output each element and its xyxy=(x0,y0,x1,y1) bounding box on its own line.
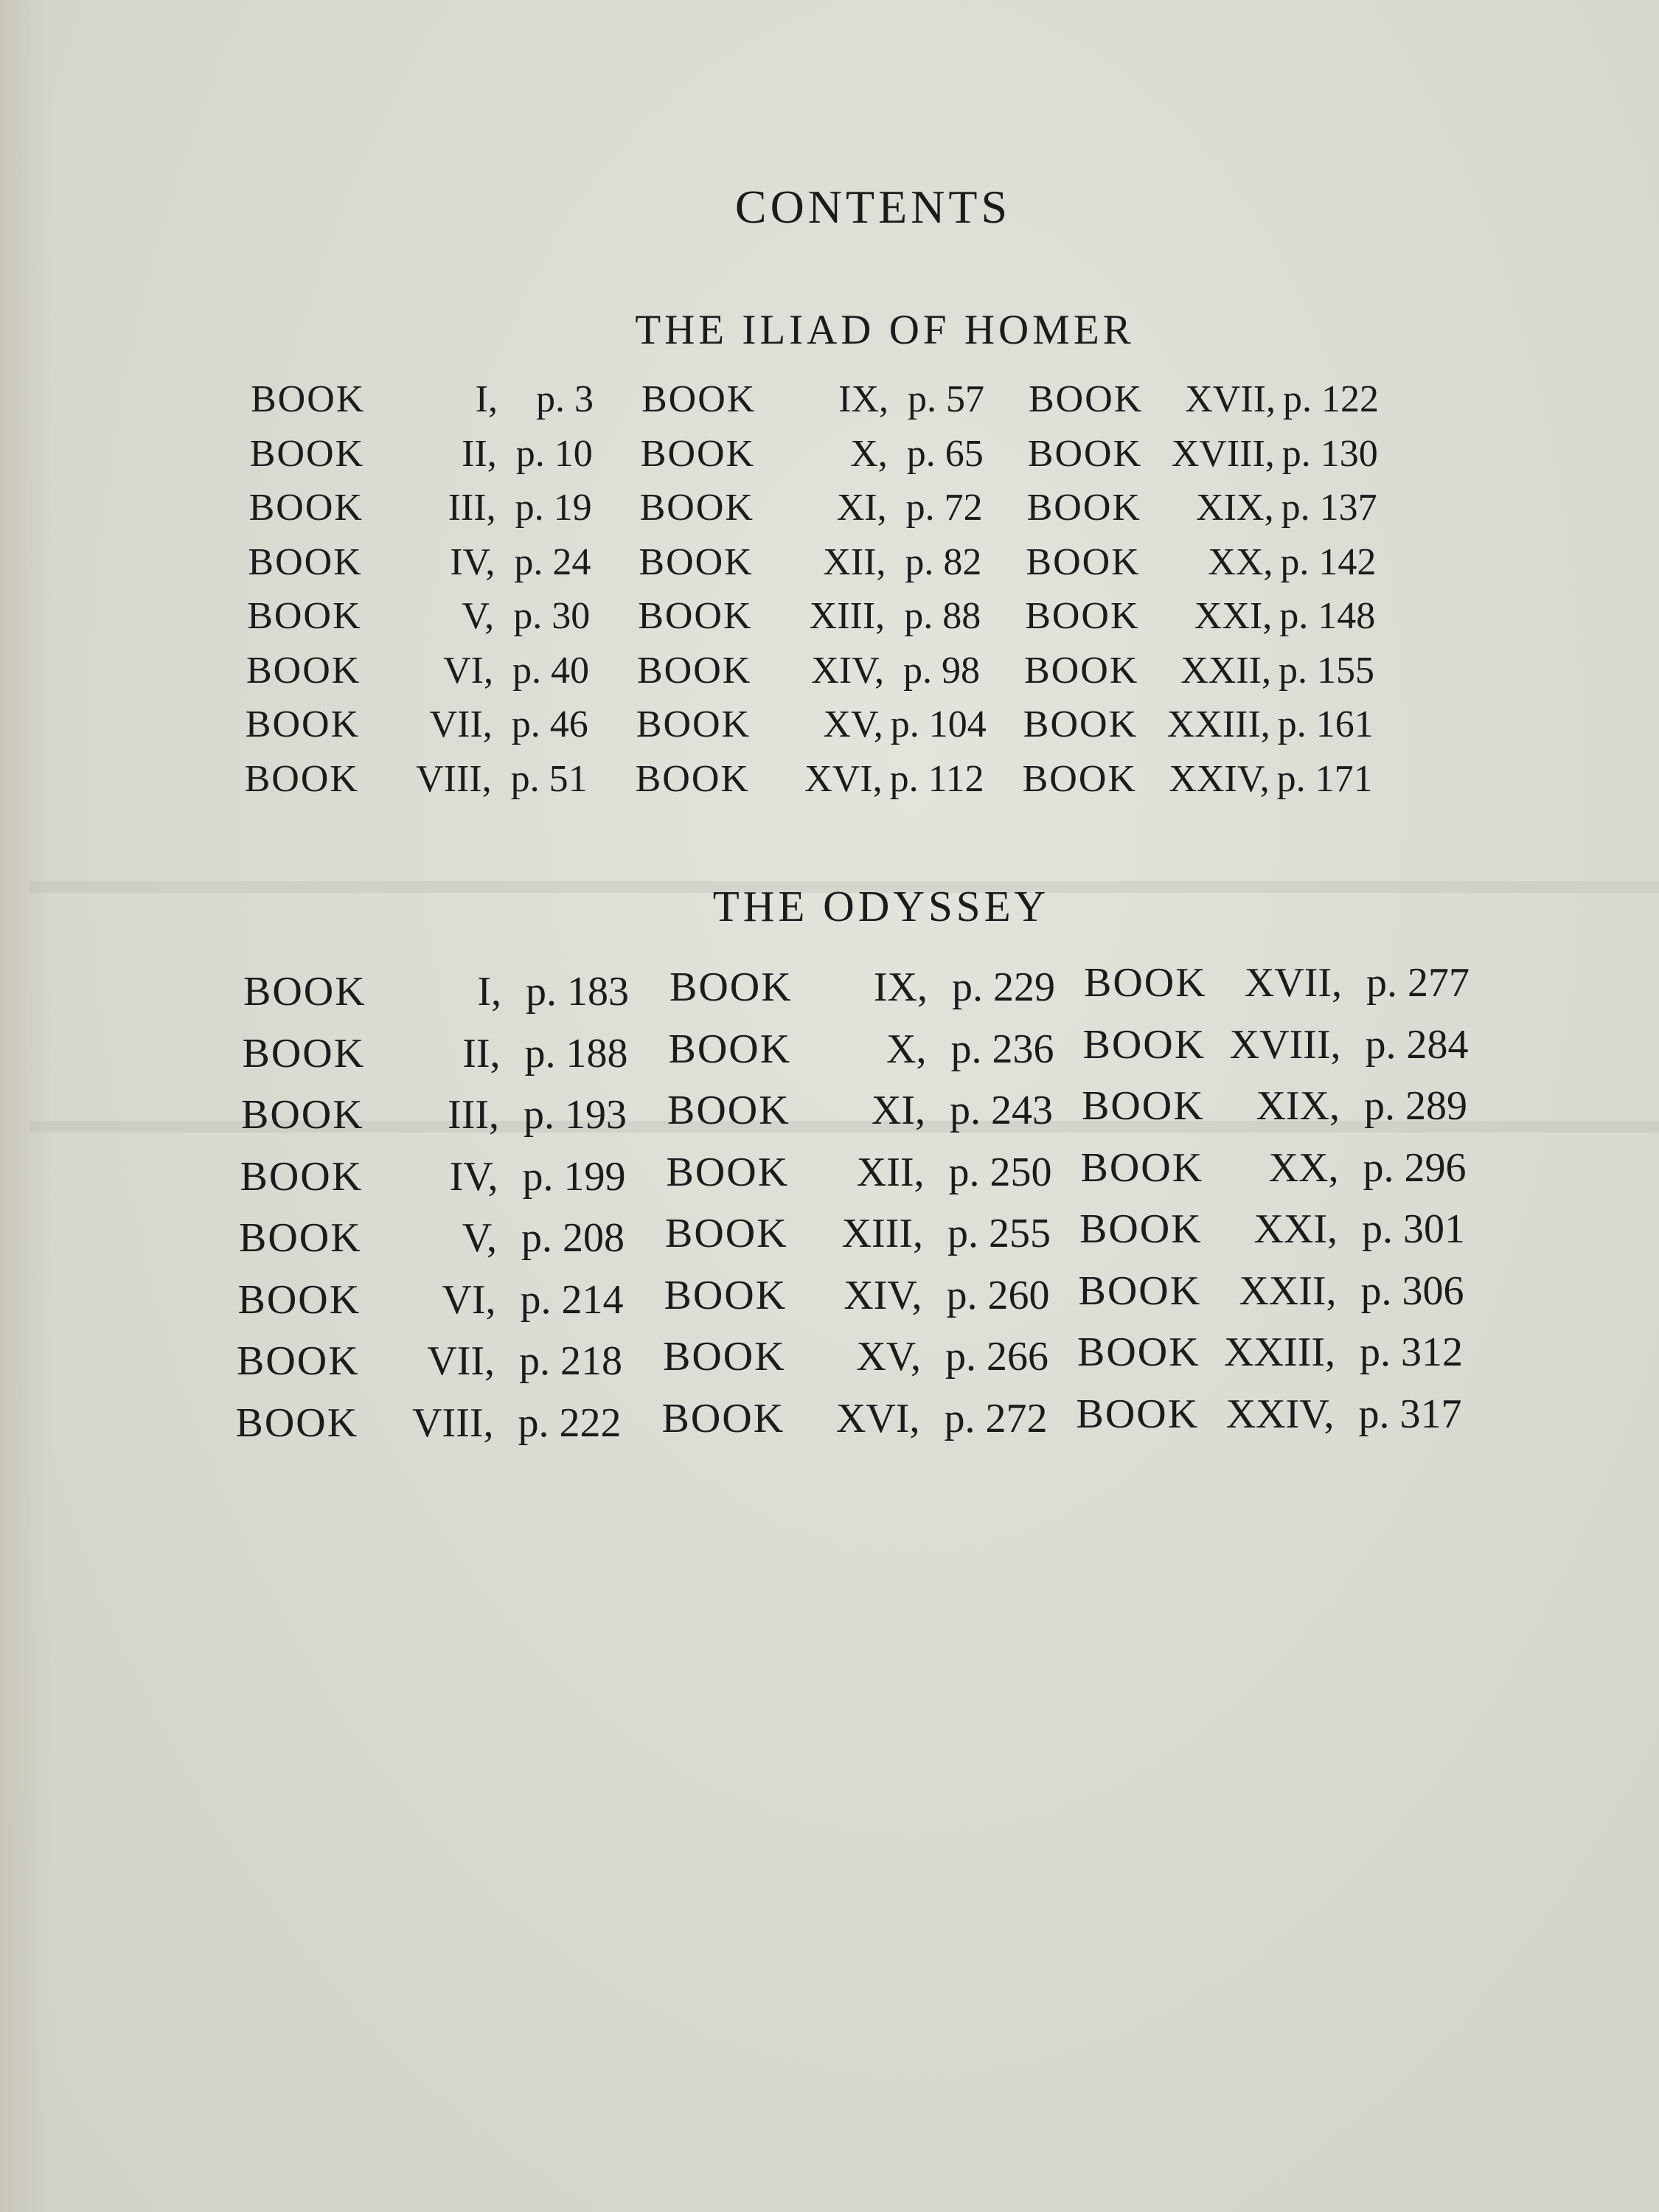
book-label: BOOK xyxy=(1079,1206,1203,1252)
page-number: p. 30 xyxy=(513,595,591,637)
book-numeral: XXIII, xyxy=(1166,703,1270,745)
book-numeral: XXIV, xyxy=(1169,757,1270,800)
book-label: BOOK xyxy=(246,649,361,692)
book-numeral: XXIV, xyxy=(1225,1391,1335,1437)
book-label: BOOK xyxy=(1080,1144,1204,1191)
book-label: BOOK xyxy=(1026,487,1141,529)
book-numeral: XXII, xyxy=(1239,1267,1337,1314)
book-label: BOOK xyxy=(666,1149,790,1195)
book-label: BOOK xyxy=(243,969,366,1015)
book-label: BOOK xyxy=(242,1030,366,1077)
book-numeral: XIX, xyxy=(1256,1083,1340,1129)
page-number: p. 272 xyxy=(944,1395,1048,1441)
book-numeral: IV, xyxy=(450,540,495,583)
book-numeral: IX, xyxy=(873,964,928,1010)
book-label: BOOK xyxy=(1082,1021,1206,1068)
book-numeral: XV, xyxy=(823,703,883,745)
book-label: BOOK xyxy=(240,1153,364,1200)
book-label: BOOK xyxy=(665,1211,788,1256)
page-number: p. 214 xyxy=(520,1276,624,1323)
book-numeral: VI, xyxy=(443,649,493,692)
page-number: p. 277 xyxy=(1366,960,1470,1006)
page-number: p. 301 xyxy=(1362,1206,1465,1252)
page-number: p. 208 xyxy=(521,1215,625,1261)
book-label: BOOK xyxy=(245,703,361,745)
page-number: p. 161 xyxy=(1277,703,1374,745)
book-numeral: XXIII, xyxy=(1224,1329,1335,1375)
book-label: BOOK xyxy=(667,1088,790,1133)
book-numeral: XVI, xyxy=(804,757,883,800)
page-number: p. 19 xyxy=(515,487,592,529)
book-label: BOOK xyxy=(640,432,756,475)
page-number: p. 137 xyxy=(1281,487,1377,529)
page-number: p. 24 xyxy=(514,540,591,583)
book-numeral: XII, xyxy=(856,1149,925,1195)
book-numeral: VII, xyxy=(429,703,493,745)
book-label: BOOK xyxy=(248,540,363,583)
book-label: BOOK xyxy=(235,1399,359,1446)
book-numeral: XVII, xyxy=(1244,960,1342,1006)
book-numeral: V, xyxy=(462,1215,497,1261)
page-number: p. 306 xyxy=(1360,1267,1464,1314)
page-number: p. 3 xyxy=(536,378,594,420)
book-numeral: XIII, xyxy=(841,1211,923,1256)
book-label: BOOK xyxy=(1029,378,1144,420)
page-number: p. 229 xyxy=(952,964,1055,1010)
book-label: BOOK xyxy=(241,1092,364,1138)
book-numeral: XI, xyxy=(836,487,887,529)
book-numeral: VIII, xyxy=(416,757,492,800)
book-label: BOOK xyxy=(1078,1267,1202,1314)
book-label: BOOK xyxy=(247,595,362,637)
book-numeral: III, xyxy=(448,1092,499,1138)
page-number: p. 51 xyxy=(510,757,588,800)
book-numeral: I, xyxy=(475,378,498,420)
book-numeral: IX, xyxy=(838,378,888,420)
page-number: p. 199 xyxy=(522,1153,626,1200)
book-label: BOOK xyxy=(1076,1391,1200,1437)
page-number: p. 183 xyxy=(526,969,629,1015)
page-number: p. 148 xyxy=(1279,595,1376,637)
page-number: p. 40 xyxy=(512,649,589,692)
iliad-heading: THE ILIAD OF HOMER xyxy=(635,307,1135,353)
book-numeral: II, xyxy=(462,1030,501,1077)
page-number: p. 243 xyxy=(950,1088,1053,1133)
book-numeral: I, xyxy=(477,969,501,1015)
book-numeral: XIII, xyxy=(809,595,886,637)
page-number: p. 296 xyxy=(1363,1144,1467,1191)
page-number: p. 250 xyxy=(948,1149,1052,1195)
book-label: BOOK xyxy=(663,1334,786,1380)
book-numeral: VI, xyxy=(442,1276,496,1323)
book-numeral: XXI, xyxy=(1194,595,1273,637)
book-numeral: V, xyxy=(462,595,495,637)
book-numeral: XVII, xyxy=(1185,378,1276,420)
book-label: BOOK xyxy=(638,595,753,637)
book-numeral: III, xyxy=(448,487,496,529)
book-numeral: XX, xyxy=(1208,540,1273,583)
page-number: p. 312 xyxy=(1360,1329,1463,1375)
book-numeral: XIV, xyxy=(844,1272,922,1318)
book-numeral: IV, xyxy=(449,1153,498,1200)
book-label: BOOK xyxy=(237,1276,361,1323)
book-numeral: X, xyxy=(886,1026,927,1072)
book-numeral: XIX, xyxy=(1196,487,1274,529)
page-number: p. 72 xyxy=(905,487,983,529)
page-number: p. 236 xyxy=(950,1026,1054,1072)
book-numeral: XVIII, xyxy=(1171,432,1275,475)
book-numeral: VIII, xyxy=(412,1399,494,1446)
book-label: BOOK xyxy=(639,540,754,583)
book-label: BOOK xyxy=(248,487,364,529)
book-label: BOOK xyxy=(635,757,750,800)
book-numeral: XXI, xyxy=(1253,1206,1338,1252)
book-label: BOOK xyxy=(661,1395,785,1441)
book-label: BOOK xyxy=(669,964,793,1010)
book-numeral: X, xyxy=(850,432,888,475)
book-numeral: XV, xyxy=(856,1334,921,1380)
page-number: p. 284 xyxy=(1365,1021,1469,1068)
page-number: p. 122 xyxy=(1283,378,1379,420)
book-label: BOOK xyxy=(251,378,366,420)
page-number: p. 188 xyxy=(524,1030,628,1077)
book-label: BOOK xyxy=(1027,432,1143,475)
page-number: p. 112 xyxy=(889,757,984,800)
page-number: p. 218 xyxy=(519,1338,622,1384)
book-label: BOOK xyxy=(239,1215,362,1261)
page-number: p. 65 xyxy=(906,432,984,475)
book-label: BOOK xyxy=(1024,649,1139,692)
page-number: p. 255 xyxy=(947,1211,1051,1256)
book-label: BOOK xyxy=(1026,540,1141,583)
page-number: p. 104 xyxy=(890,703,987,745)
page-number: p. 171 xyxy=(1276,757,1373,800)
page-number: p. 193 xyxy=(524,1092,627,1138)
book-label: BOOK xyxy=(237,1338,360,1384)
book-label: BOOK xyxy=(1077,1329,1200,1375)
page-number: p. 155 xyxy=(1279,649,1374,692)
book-label: BOOK xyxy=(249,432,365,475)
page-number: p. 289 xyxy=(1364,1083,1467,1129)
book-numeral: XX, xyxy=(1268,1144,1339,1191)
book-label: BOOK xyxy=(1082,1083,1205,1129)
book-label: BOOK xyxy=(664,1272,787,1318)
page-number: p. 142 xyxy=(1280,540,1377,583)
odyssey-heading: THE ODYSSEY xyxy=(712,882,1050,931)
page-number: p. 222 xyxy=(518,1399,622,1446)
book-label: BOOK xyxy=(641,378,757,420)
page-number: p. 88 xyxy=(904,595,981,637)
book-label: BOOK xyxy=(639,487,754,529)
book-numeral: XXII, xyxy=(1180,649,1271,692)
book-label: BOOK xyxy=(1084,960,1207,1006)
book-label: BOOK xyxy=(244,757,359,800)
book-numeral: XII, xyxy=(823,540,886,583)
contents-title: CONTENTS xyxy=(734,181,1012,233)
page-number: p. 260 xyxy=(946,1272,1050,1318)
page-number: p. 82 xyxy=(905,540,982,583)
book-label: BOOK xyxy=(636,703,751,745)
book-label: BOOK xyxy=(1025,595,1140,637)
book-numeral: XIV, xyxy=(811,649,884,692)
book-label: BOOK xyxy=(668,1026,792,1072)
page-number: p. 266 xyxy=(945,1334,1048,1380)
page-number: p. 57 xyxy=(908,378,984,420)
book-label: BOOK xyxy=(1023,703,1138,745)
book-numeral: XI, xyxy=(871,1088,925,1133)
page-number: p. 130 xyxy=(1281,432,1378,475)
page-number: p. 46 xyxy=(511,703,588,745)
page-number: p. 98 xyxy=(903,649,980,692)
book-label: BOOK xyxy=(637,649,752,692)
page-number: p. 317 xyxy=(1358,1391,1462,1437)
page-number: p. 10 xyxy=(515,432,593,475)
book-numeral: XVI, xyxy=(835,1395,920,1441)
book-numeral: II, xyxy=(462,432,497,475)
book-numeral: VII, xyxy=(427,1338,495,1384)
book-label: BOOK xyxy=(1022,757,1137,800)
book-numeral: XVIII, xyxy=(1229,1021,1341,1068)
